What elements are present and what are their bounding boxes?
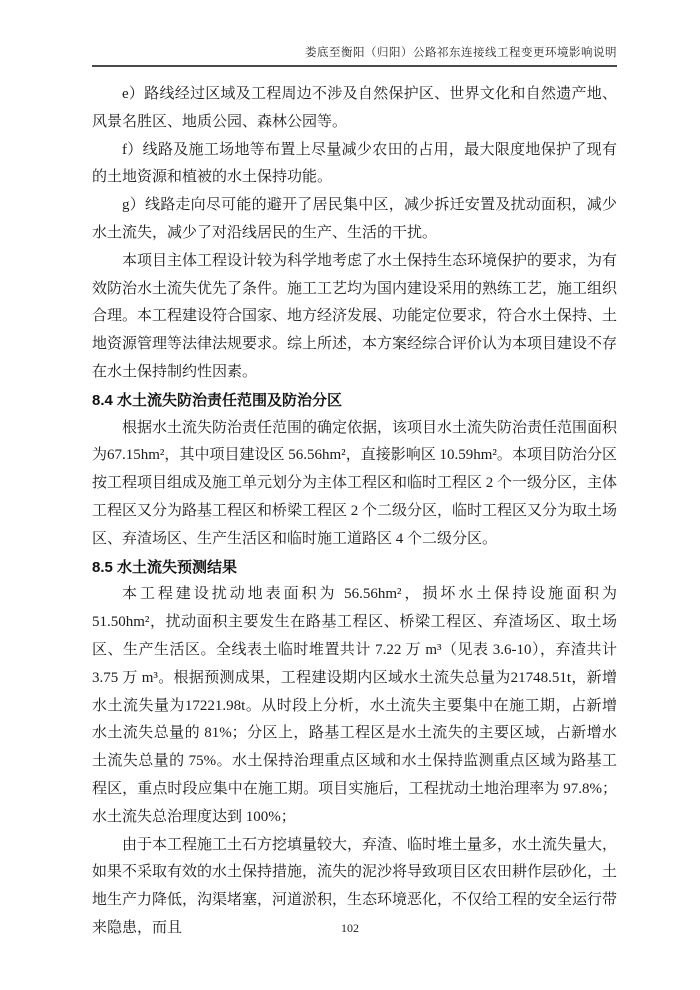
paragraph-item-e: e）路线经过区域及工程周边不涉及自然保护区、世界文化和自然遗产地、风景名胜区、地质公园、森林公园等。 [92,86,617,130]
section-heading-8-5: 8.5 水土流失预测结果 [92,558,238,576]
section-heading-8-4: 8.4 水土流失防治责任范围及防治分区 [92,391,343,409]
paragraph-section-8-4: 根据水土流失防治责任范围的确定依据，该项目水土流失防治责任范围面积为67.15hm²，其中项目建设区 56.56hm²，直接影响区 10.59hm²。本项目防治分区按工程项目组成及施工单元划分为主体工程区和临时工程区 2 个一级分区，主体工程区又分为路基工程区和桥梁工程区 2 个二级分区，临时工程区又分为取土场区、弃渣场区、生产生活区和临时施工道路区 4 个二级分区。 [92,419,618,547]
header-rule [92,65,617,67]
document-body [92,81,617,943]
page-header-title: 娄底至衡阳（归阳）公路祁东连接线工程变更环境影响说明 [305,47,617,59]
page-number: 102 [341,921,359,935]
paragraph-item-g: g）线路走向尽可能的避开了居民集中区，减少拆迁安置及扰动面积，减少水土流失，减少了对沿线居民的生产、生活的干扰。 [92,197,617,241]
paragraph-section-8-5-continued: 由于本工程施工土石方挖填量较大，弃渣、临时堆土量多，水土流失量大，如果不采取有效的水土保持措施，流失的泥沙将导致项目区农田耕作层砂化，土地生产力降低，沟渠堵塞，河道淤积，生态环境恶化，不仅给工程的安全运行带来隐患，而且 [92,836,618,936]
paragraph-item-f: f）线路及施工场地等布置上尽量减少农田的占用，最大限度地保护了现有的土地资源和植被的水土保持功能。 [92,141,617,186]
paragraph-section-8-5: 本工程建设扰动地表面积为 56.56hm²，损坏水土保持设施面积为 51.50hm²，扰动面积主要发生在路基工程区、桥梁工程区、弃渣场区、取土场区、生产生活区。全线表土临时堆置共计 7.22 万 m³（见表 3.6-10），弃渣共计 3.75 万 m³。根据预测成果，工程建设期内区域水土流失总量为21748.51t，新增水土流失量为17221.98t。从时段上分析，水土流失主要集中在施工期，占新增水土流失总量的 81%；分区上，路基工程区是水土流失的主要区域，占新增水土流失总量的 75%。水土保持治理重点区域和水土保持监测重点区域为路基工程区，重点时段应集中在施工期。项目实施后，工程扰动土地治理率为 97.8%；水土流失总治理度达到 100%； [92,586,617,825]
paragraph-summary: 本项目主体工程设计较为科学地考虑了水土保持生态环境保护的要求，为有效防治水土流失优先了条件。施工工艺均为国内建设采用的熟练工艺，施工组织合理。本工程建设符合国家、地方经济发展、功能定位要求，符合水土保持、土地资源管理等法律法规要求。综上所述，本方案经综合评价认为本项目建设不存在水土保持制约性因素。 [92,252,618,380]
